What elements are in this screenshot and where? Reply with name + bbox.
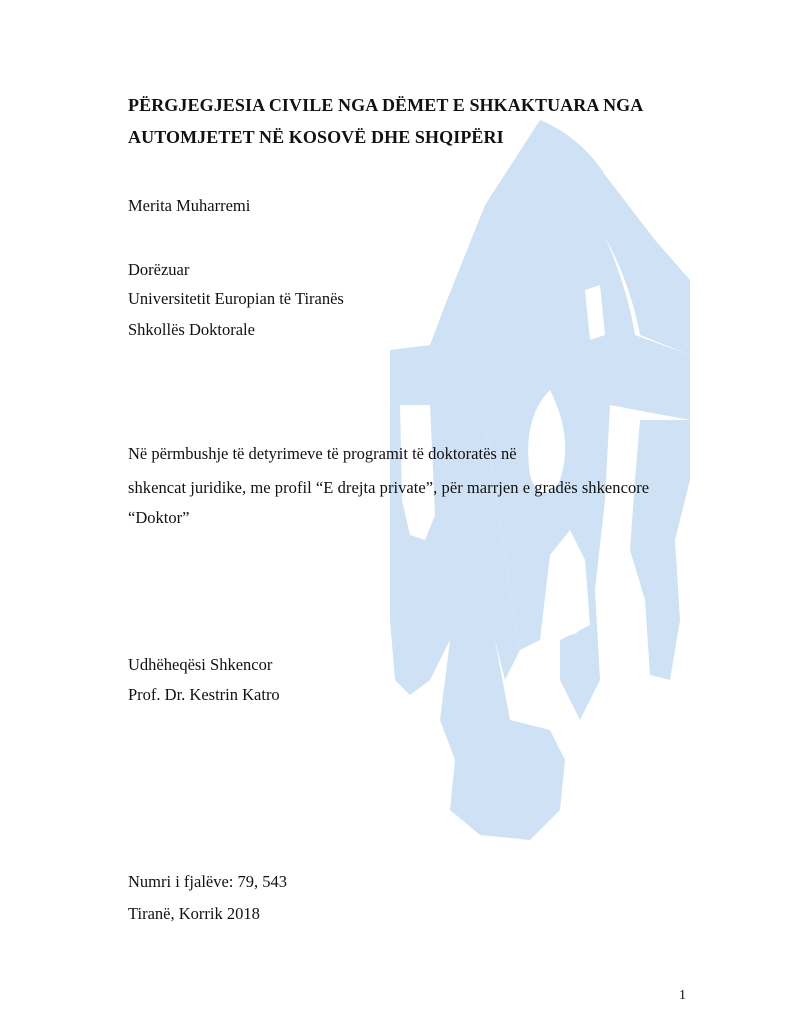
purpose-line-3: “Doktor” — [128, 508, 190, 527]
supervisor-name: Prof. Dr. Kestrin Katro — [128, 685, 280, 704]
document-title-line-2: AUTOMJETET NË KOSOVË DHE SHQIPËRI — [128, 127, 504, 147]
author-name: Merita Muharremi — [128, 196, 251, 215]
purpose-line-1: Në përmbushje të detyrimeve të programit të doktoratës në — [128, 444, 517, 463]
university-name: Universitetit Europian të Tiranës — [128, 289, 344, 308]
school-name: Shkollës Doktorale — [128, 320, 255, 339]
purpose-line-2: shkencat juridike, me profil “E drejta private”, për marrjen e gradës shkencore — [128, 478, 650, 497]
word-count: Numri i fjalëve: 79, 543 — [128, 872, 288, 891]
supervisor-label: Udhëheqësi Shkencor — [128, 655, 273, 674]
place-date: Tiranë, Korrik 2018 — [128, 904, 260, 923]
document-title-line-1: PËRGJEGJESIA CIVILE NGA DËMET E SHKAKTUARA NGA — [128, 95, 644, 115]
submitted-label: Dorëzuar — [128, 260, 190, 279]
page-number: 1 — [679, 988, 686, 1003]
